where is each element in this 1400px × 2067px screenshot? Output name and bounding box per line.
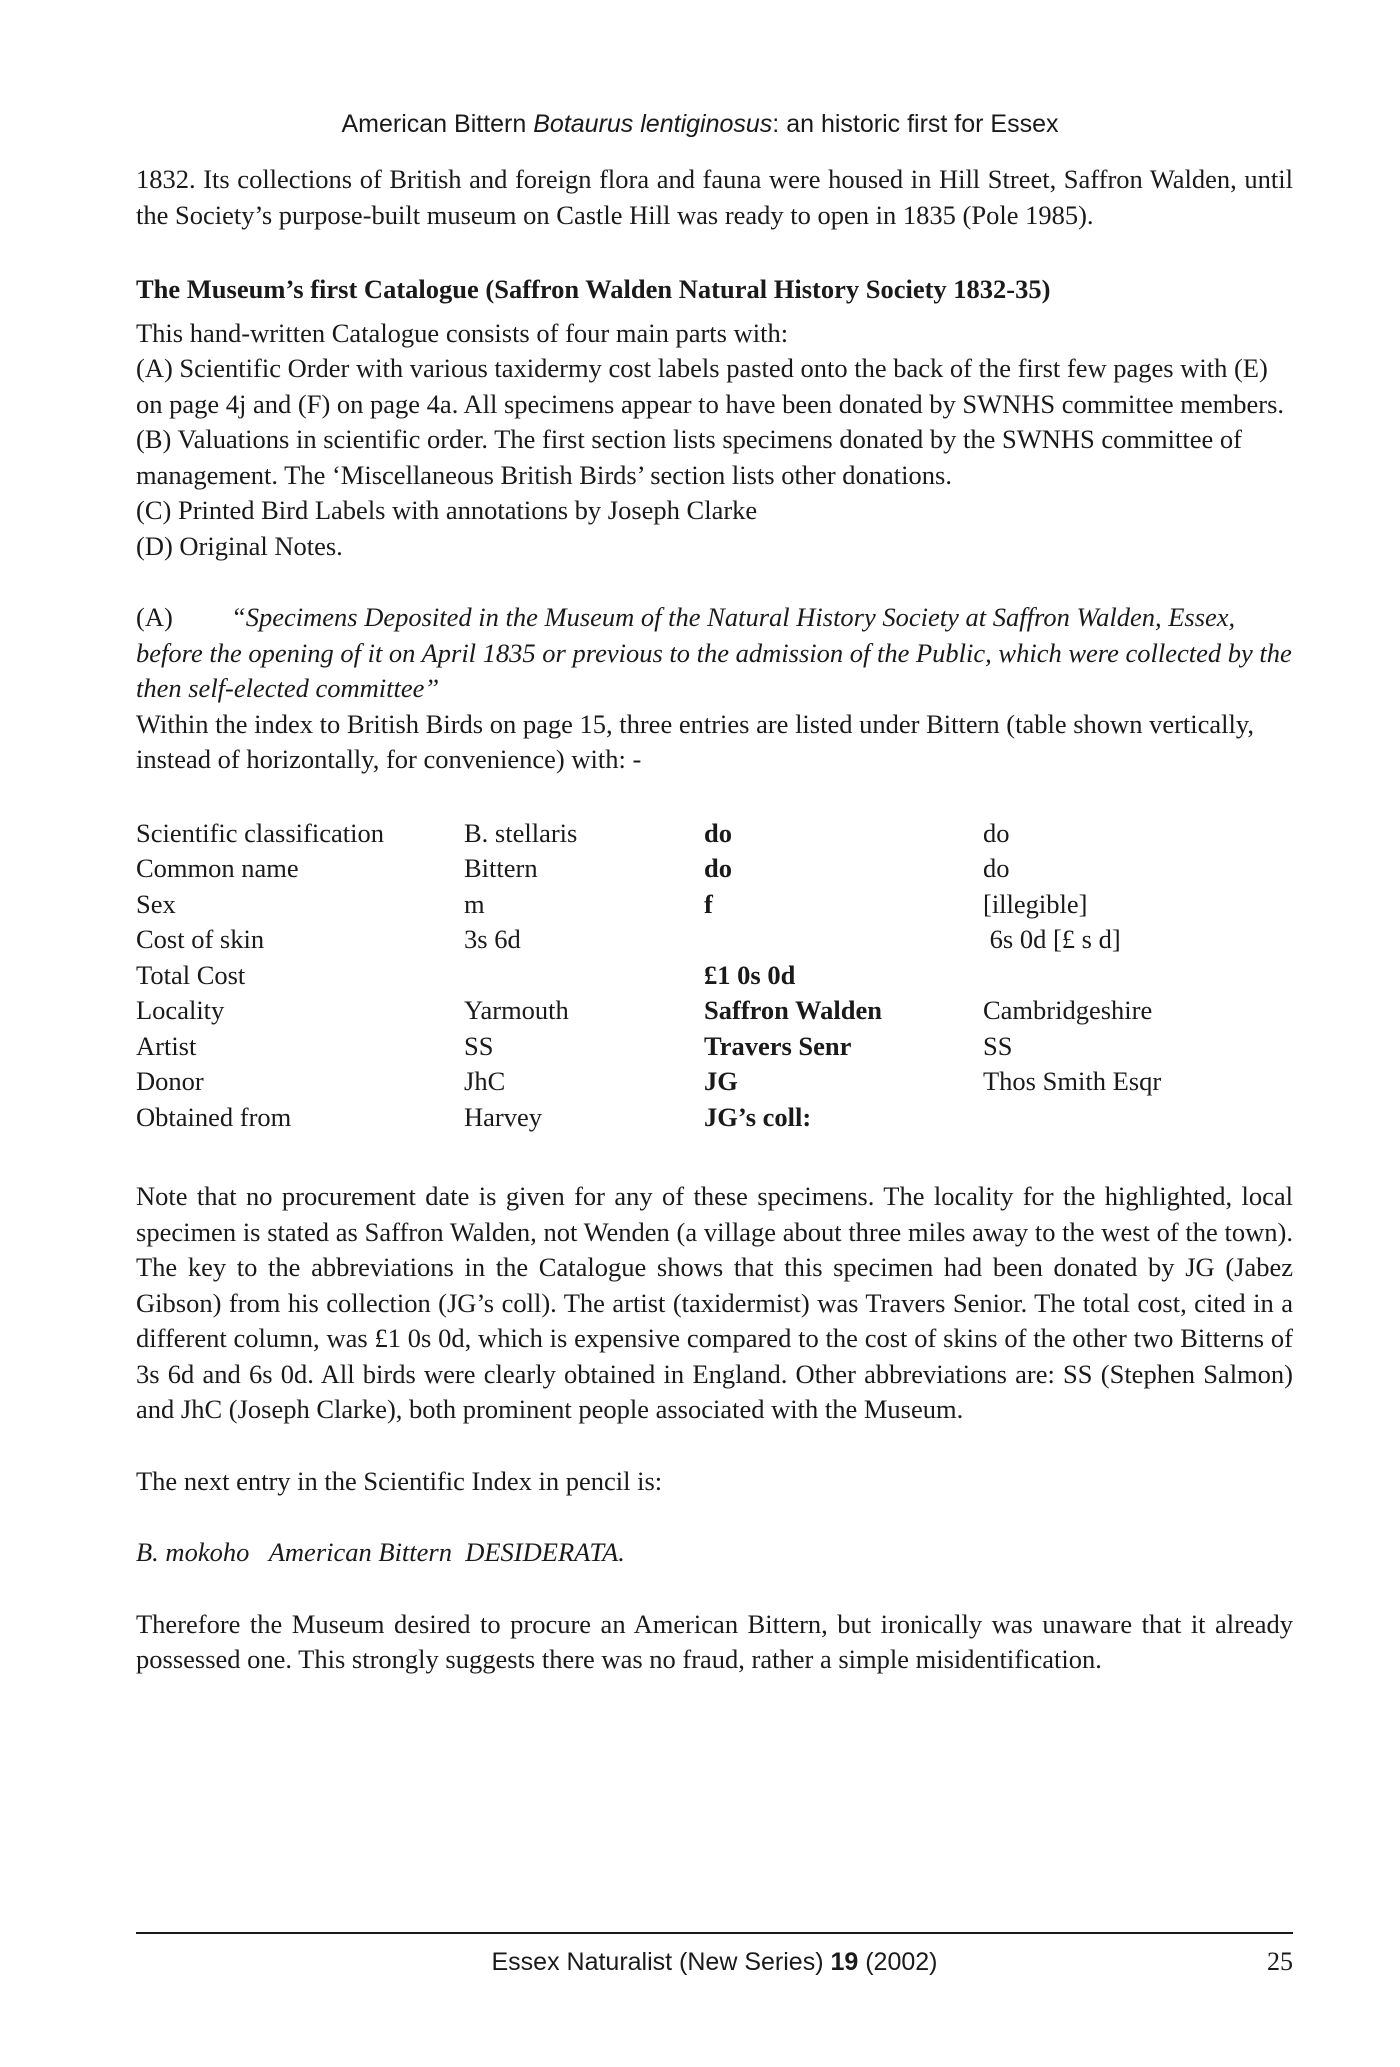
journal-volume: 19 xyxy=(830,1948,859,1976)
journal-name: Essex Naturalist (New Series) xyxy=(491,1948,831,1976)
table-cell: Sex xyxy=(136,888,176,919)
table-cell: JG’s coll: xyxy=(704,1101,812,1132)
conclusion-paragraph: Therefore the Museum desired to procure an American Bittern, but ironically was unaware that it already possessed one. This strongly suggests there was no fraud, rather a simple misidentification. xyxy=(136,1608,1293,1674)
table-row xyxy=(136,1064,1293,1100)
catalogue-part-d: (D) Original Notes. xyxy=(136,530,343,561)
running-head-suffix: : an historic first for Essex xyxy=(772,110,1059,138)
table-row xyxy=(136,1100,1293,1136)
running-head-species: Botaurus lentiginosus xyxy=(533,110,773,138)
page-number: 25 xyxy=(1267,1947,1293,1976)
journal-year: (2002) xyxy=(858,1948,938,1976)
table-cell: SS xyxy=(464,1030,494,1061)
table-cell: Cost of skin xyxy=(136,924,265,954)
article-body xyxy=(136,162,1293,1678)
table-row xyxy=(136,1029,1293,1065)
table-cell: Bittern xyxy=(464,853,538,883)
table-cell: Yarmouth xyxy=(464,995,569,1025)
quote-paragraph xyxy=(136,600,1293,707)
table-cell: JhC xyxy=(464,1066,506,1096)
table-cell: do xyxy=(704,817,732,848)
intro-paragraph: 1832. Its collections of British and foreign flora and fauna were housed in Hill Street, Saffron Walden, until the Society’s purpose-built museum on Castle Hill was ready to open in 1835 (Pole 1985). xyxy=(136,164,1293,230)
quote-text: “Specimens Deposited in the Museum of the Natural History Society at Saffron Walden, Essex, before the opening of it on April 1835 or previous to the admission of the Public, which were collected by the then self-elected committee” xyxy=(136,602,1292,703)
table-cell: Total Cost xyxy=(136,959,246,990)
table-cell: do xyxy=(704,853,732,883)
table-cell xyxy=(983,1100,1293,1136)
table-cell: JG xyxy=(704,1066,738,1096)
catalogue-table-body xyxy=(136,816,1293,1136)
table-row xyxy=(136,887,1293,923)
table-cell: Donor xyxy=(136,1066,204,1096)
table-cell: Thos Smith Esqr xyxy=(983,1066,1162,1096)
table-cell: Artist xyxy=(136,1030,197,1061)
table-cell: Common name xyxy=(136,853,299,883)
catalogue-part-c: (C) Printed Bird Labels with annotations by Joseph Clarke xyxy=(136,495,758,525)
table-cell: 3s 6d xyxy=(464,924,521,954)
table-cell: Scientific classification xyxy=(136,817,384,848)
table-cell: SS xyxy=(983,1030,1013,1061)
table-cell: do xyxy=(983,817,1010,848)
table-cell: [illegible] xyxy=(983,888,1088,919)
footer-journal xyxy=(136,1948,1293,1977)
table-cell: Travers Senr xyxy=(704,1030,852,1061)
table-cell: £1 0s 0d xyxy=(704,959,796,990)
catalogue-part-a: (A) Scientific Order with various taxidermy cost labels pasted onto the back of the first few pages with (E) on page 4j and (F) on page 4a. All specimens appear to have been donated by SWNHS committee members. xyxy=(136,353,1285,419)
table-row xyxy=(136,993,1293,1029)
table-row xyxy=(136,922,1293,958)
running-head-prefix: American Bittern xyxy=(341,110,534,138)
catalogue-part-intro: This hand-written Catalogue consists of four main parts with: xyxy=(136,317,789,348)
table-cell: Obtained from xyxy=(136,1101,292,1132)
next-entry-intro: The next entry in the Scientific Index in pencil is: xyxy=(136,1465,663,1496)
table-cell: B. stellaris xyxy=(464,817,578,848)
table-cell: Cambridgeshire xyxy=(983,995,1153,1025)
table-cell: 6s 0d [£ s d] xyxy=(983,924,1121,954)
table-cell xyxy=(464,958,704,994)
table-cell: m xyxy=(464,888,485,919)
table-cell: Saffron Walden xyxy=(704,995,882,1025)
catalogue-part-b: (B) Valuations in scientific order. The first section lists specimens donated by the SWNHS committee of management. The ‘Miscellaneous British Birds’ section lists other donations. xyxy=(136,424,1242,490)
table-cell: f xyxy=(704,888,713,919)
note-paragraph: Note that no procurement date is given for any of these specimens. The locality for the highlighted, local specimen is stated as Saffron Walden, not Wenden (a village about three miles away to the west of the town). The key to the abbreviations in the Catalogue shows that this specimen had been donated by JG (Jabez Gibson) from his collection (JG’s coll). The artist (taxidermist) was Travers Senior. The total cost, cited in a different column, was £1 0s 0d, which is expensive compared to the cost of skins of the other two Bitterns of 3s 6d and 6s 0d. All birds were clearly obtained in England. Other abbreviations are: SS (Stephen Salmon) and JhC (Joseph Clarke), both prominent people associated with the Museum. xyxy=(136,1181,1293,1424)
section-heading: The Museum’s first Catalogue (Saffron Walden Natural History Society 1832-35) xyxy=(136,274,1051,304)
pencil-entry: B. mokoho American Bittern DESIDERATA. xyxy=(136,1537,625,1567)
catalogue-table xyxy=(136,816,1293,1136)
table-cell: do xyxy=(983,853,1010,883)
table-cell: Locality xyxy=(136,995,225,1025)
table-row xyxy=(136,958,1293,994)
quote-label: (A) xyxy=(136,602,173,632)
footer-rule xyxy=(136,1932,1293,1934)
table-cell xyxy=(983,958,1293,994)
table-row xyxy=(136,816,1293,852)
table-cell xyxy=(704,922,983,958)
running-head xyxy=(0,110,1400,139)
table-cell: Harvey xyxy=(464,1101,542,1132)
index-intro: Within the index to British Birds on page 15, three entries are listed under Bittern (table shown vertically, instead of horizontally, for convenience) with: - xyxy=(136,708,1255,774)
table-row xyxy=(136,851,1293,887)
